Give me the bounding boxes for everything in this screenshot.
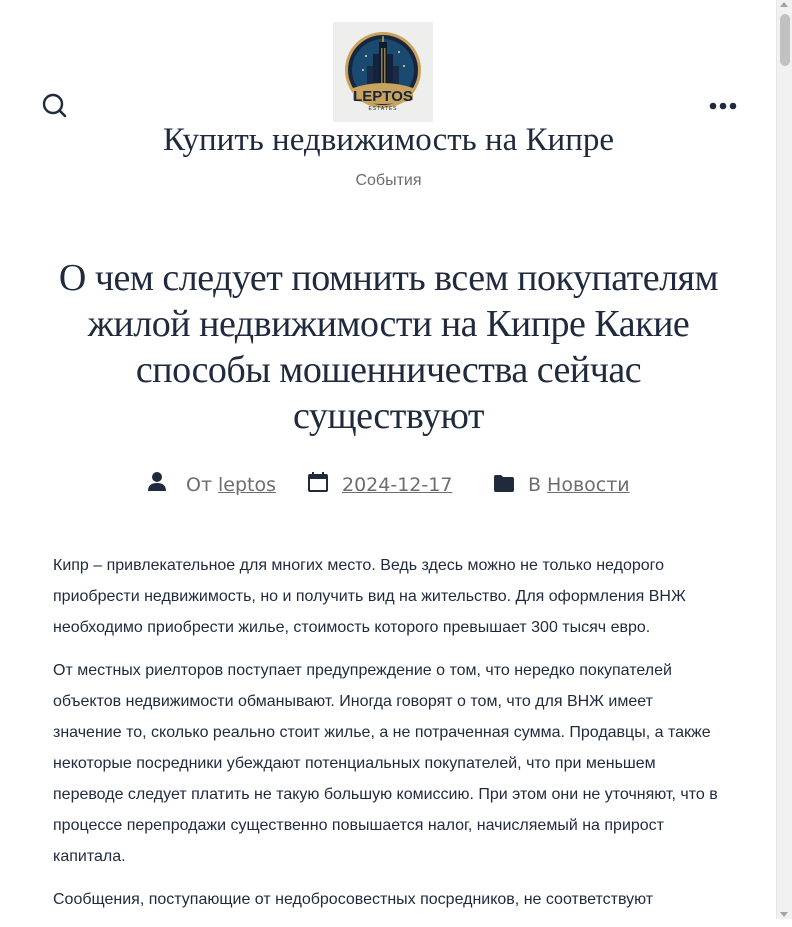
calendar-icon [308, 472, 328, 492]
author-icon [147, 471, 167, 493]
post-author [147, 466, 276, 504]
search-toggle-button[interactable] [40, 92, 68, 120]
post-date [308, 466, 452, 504]
logo-wordmark: LEPTOS [353, 88, 413, 105]
post-title: О чем следует помнить всем покупателям жилой недвижимости на Кипре Какие способы мошенничества сейчас существуют [58, 257, 719, 437]
category-prefix: В [528, 474, 542, 496]
date-link[interactable]: 2024-12-17 [342, 474, 453, 496]
post-content [53, 550, 725, 927]
content-paragraph: Сообщения, поступающие от недобросовестных посредников, не соответствуют [53, 891, 654, 908]
category-link[interactable]: Новости [547, 474, 630, 496]
site-title[interactable]: Купить недвижимость на Кипре [162, 122, 615, 158]
search-icon [40, 92, 68, 120]
content-paragraph: Кипр – привлекательное для многих место. Ведь здесь можно не только недорого приобрести недвижимость, но и получить вид на жительство. Для оформления ВНЖ необходимо приобрести жилье, стоимость которого превышает 300 тысяч евро. [53, 557, 686, 636]
menu-toggle-button[interactable] [708, 92, 738, 120]
content-paragraph: От местных риелторов поступает предупреждение о том, что нередко покупателей объектов недвижимости обманывают. Иногда говорят о том, что для ВНЖ имеет значение то, сколько реально стоит жилье, а не потраченная сумма. Продавцы, а также некоторые посредники убеждают потенциальных покупателей, что при меньшем переводе следует платить не такую большую комиссию. При этом они не уточняют, что в процессе перепродажи существенно повышается налог, начисляемый на прирост капитала. [53, 662, 718, 865]
author-link[interactable]: leptos [218, 474, 277, 496]
author-prefix: От [186, 474, 213, 496]
post-category [494, 466, 630, 504]
site-description: События [355, 172, 422, 189]
post-meta [0, 466, 777, 506]
folder-icon [494, 474, 514, 492]
site-header [0, 0, 777, 220]
page-scrollbar[interactable] [776, 0, 792, 919]
ellipsis-icon [708, 92, 738, 120]
logo-tagline: ESTATES [368, 106, 398, 112]
scroll-up-arrow-icon[interactable] [780, 2, 788, 7]
scroll-thumb[interactable] [780, 14, 790, 66]
site-logo[interactable] [333, 22, 433, 122]
scroll-down-arrow-icon[interactable] [780, 912, 788, 917]
